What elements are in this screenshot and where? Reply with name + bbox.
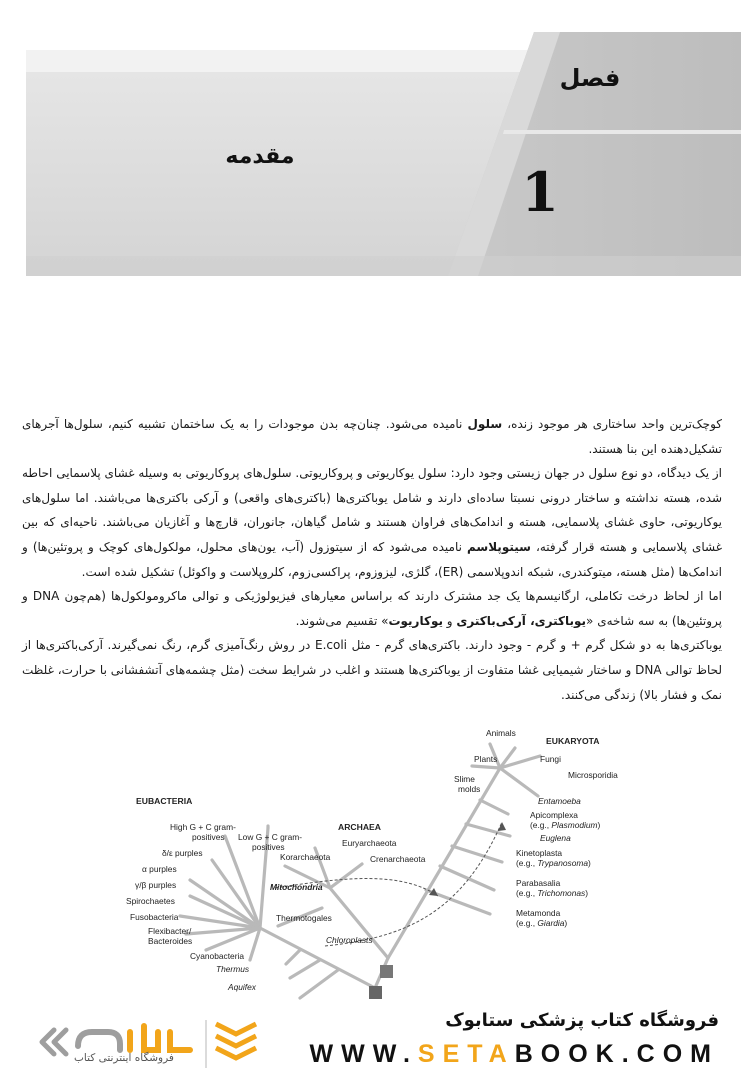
- chapter-title: مقدمه: [225, 144, 295, 169]
- trichomonas-example: (e.g., Trichomonas): [516, 888, 589, 898]
- thermotogales-label: Thermotogales: [276, 913, 332, 923]
- slime-molds-label: Slime: [454, 774, 475, 784]
- text-run: از یک دیدگاه، دو نوع سلول در جهان زیستی وجود دارد: سلول یوکاریوتی و پروکاریوتی. سلول‌های پروکاریوتی به وسیله غشای پلاسمایی احاطه شده، هسته نداشته و ساختار درونی نسبتا ساده‌ای دارند و شامل یوباکتری‌ها (باکتری‌های واقعی) و آرکی باکتری‌ها می‌باشند. اما سلول‌های یوکاریوتی، حاوی غشای پلاسمایی، هسته و اندامک‌های فراوان هستند و شامل گیاهان، جانوران، قارچ‌ها و آغازیان می‌باشند. ناحیه‌ای که بین غشای پلاسمایی و هسته قرار گرفته،: [22, 466, 722, 554]
- chapter-banner-graphic: [0, 0, 741, 300]
- bold-term: یوباکتری، آرکی‌باکتری: [456, 613, 587, 628]
- microsporidia-label: Microsporidia: [568, 770, 618, 780]
- crenarchaeota-label: Crenarchaeota: [370, 854, 426, 864]
- highgc-label-2: positives: [192, 832, 225, 842]
- giardia-example: (e.g., Giardia): [516, 918, 568, 928]
- plasmodium-example: (e.g., Plasmodium): [530, 820, 601, 830]
- paragraph-1: [22, 412, 722, 461]
- text-run: نامیده می‌شود که از سیتوزول (آب، یون‌های محلول، مولکول‌های کوچک و پروتئین‌ها) و اندامک‌ها (مثل هسته، میتوکندری، شبکه اندوپلاسمی (ER)، گلژی، لیزوزوم، پراکسی‌زوم، کلروپلاست و واکوئل) تشکیل شده است.: [22, 539, 722, 579]
- paragraph-2: [22, 461, 722, 584]
- phylogenetic-tree-figure: [100, 728, 660, 1000]
- text-run: یوباکتری‌ها به دو شکل گرم + و گرم - وجود دارند. باکتری‌های گرم - مثل E.coli در روش رنگ‌آمیزی گرم، رنگ نمی‌گیرند. آرکی‌باکتری‌ها از لحاظ توالی DNA و ساختار شیمیایی غشا متفاوت از یوباکتری‌ها هستند و اغلب در شرایط سخت (مثل چشمه‌های آتشفشانی با حرارت، غلظت نمک و فشار بالا) زندگی می‌کنند.: [22, 638, 723, 702]
- gamma-purples-label: γ/β purples: [135, 880, 177, 890]
- slime-molds-label-2: molds: [458, 784, 481, 794]
- fungi-label: Fungi: [540, 754, 561, 764]
- store-name: فروشگاه کتاب پزشکی ستابوک: [445, 1010, 719, 1031]
- alpha-purples-label: α purples: [142, 864, 177, 874]
- kinetoplasta-label: Kinetoplasta: [516, 848, 563, 858]
- url-accent: SETA: [417, 1040, 515, 1068]
- setabook-logo: [30, 1012, 260, 1074]
- apicomplexa-label: Apicomplexa: [530, 810, 578, 820]
- bold-term: یوکاریوت: [388, 613, 443, 628]
- url-part: BOOK.COM: [514, 1040, 719, 1068]
- eukaryota-group-label: EUKARYOTA: [546, 736, 600, 746]
- euryarchaeota-label: Euryarchaeota: [342, 838, 397, 848]
- text-run: کوچک‌ترین واحد ساختاری هر موجود زنده،: [502, 417, 722, 431]
- euglena-label: Euglena: [540, 833, 571, 843]
- paragraph-4: [22, 633, 722, 707]
- entamoeba-label: Entamoeba: [538, 796, 581, 806]
- bold-term: سیتوپلاسم: [466, 539, 531, 554]
- fusobacteria-label: Fusobacteria: [130, 912, 179, 922]
- tree-diagram: [100, 728, 660, 1000]
- url-part: WWW.: [309, 1040, 418, 1068]
- store-url[interactable]: [310, 1040, 719, 1069]
- chapter-number: 1: [521, 160, 559, 224]
- chapter-header: [0, 0, 741, 300]
- korarchaeota-label: Korarchaeota: [280, 852, 331, 862]
- root-node-marker: [369, 986, 382, 999]
- text-run: اما از لحاظ درخت تکاملی، ارگانیسم‌ها یک جد مشترک دارند که براساس معیارهای فیزیولوژیکی و توالی ماکرومولکول‌ها (هم‌چون DNA و پروتئین‌ها) به سه شاخه‌ی «: [22, 589, 723, 628]
- text-run: » تقسیم می‌شوند.: [295, 613, 389, 628]
- chapter-label: فصل: [559, 64, 621, 92]
- bold-term: سلول: [467, 417, 503, 431]
- lowgc-label-2: positives: [252, 842, 285, 852]
- text-run: نامیده می‌شود. چنان‌چه بدن موجودات را به یک ساختمان تشبیه کنیم، سلول‌ها آجرهای تشکیل‌دهنده این بنا هستند.: [22, 417, 722, 456]
- delta-purples-label: δ/ε purples: [162, 848, 203, 858]
- highgc-label: High G + C gram-: [170, 822, 236, 832]
- chapter-body-text: [22, 412, 722, 707]
- archaea-group-label: ARCHAEA: [338, 822, 381, 832]
- text-run: و: [442, 613, 457, 628]
- logo-tagline: فروشگاه اینترنتی کتاب: [74, 1052, 174, 1064]
- thermus-label: Thermus: [216, 964, 250, 974]
- eubacteria-group-label: EUBACTERIA: [136, 796, 193, 806]
- cyanobacteria-label: Cyanobacteria: [190, 951, 245, 961]
- trypanosoma-example: (e.g., Trypanosoma): [516, 858, 591, 868]
- mitochondria-label: Mitochondria: [270, 882, 323, 892]
- aquifex-label: Aquifex: [228, 982, 256, 992]
- spirochaetes-label: Spirochaetes: [126, 896, 175, 906]
- metamonda-label: Metamonda: [516, 908, 561, 918]
- flexibacter-label: Flexibacter/: [148, 926, 192, 936]
- parabasalia-label: Parabasalia: [516, 878, 561, 888]
- animals-label: Animals: [486, 728, 516, 738]
- setabook-logo-icon: [30, 1012, 260, 1074]
- bacteroides-label: Bacteroides: [148, 936, 193, 946]
- chloroplasts-label: Chloroplasts: [326, 935, 373, 945]
- paragraph-3: [22, 584, 722, 633]
- plants-label: Plants: [474, 754, 498, 764]
- footer-banner: [0, 1000, 741, 1080]
- root-node-marker: [380, 965, 393, 978]
- lowgc-label: Low G + C gram-: [238, 832, 302, 842]
- arrowhead-icon: [498, 822, 506, 831]
